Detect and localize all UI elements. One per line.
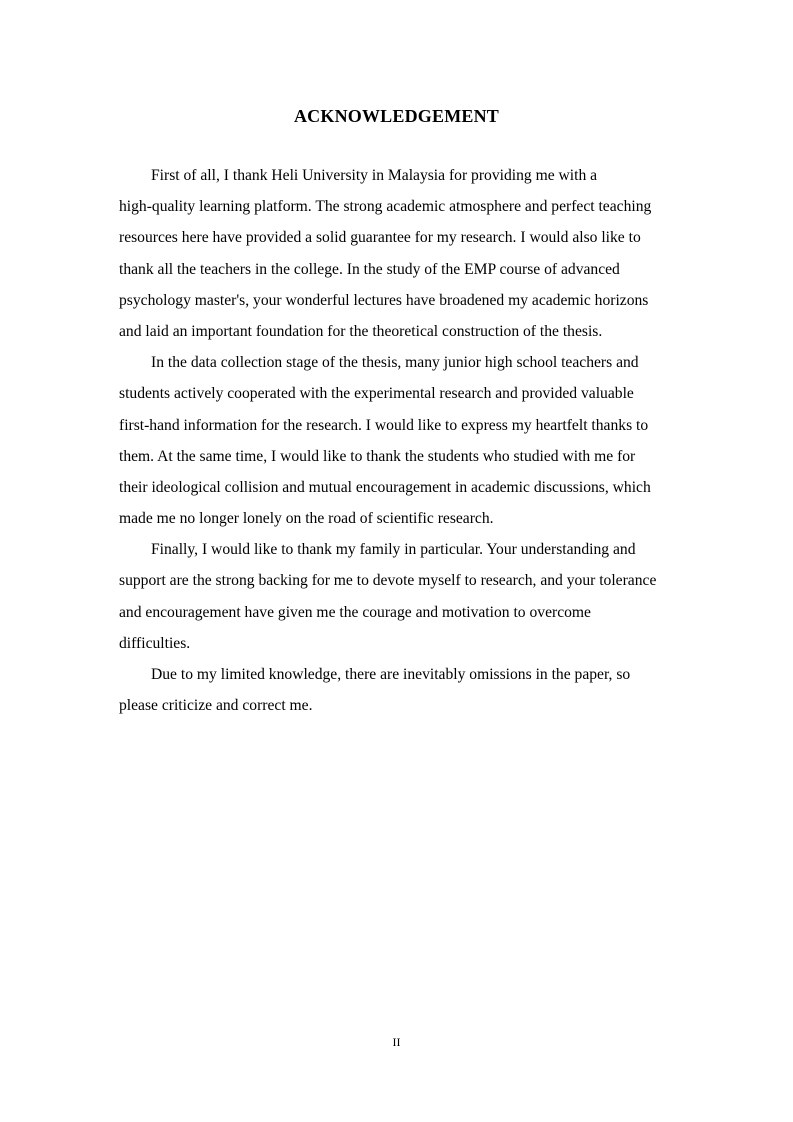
paragraph-line: In the data collection stage of the thesis, many junior high school teachers and: [151, 354, 639, 372]
paragraph-line: students actively cooperated with the experimental research and provided valuable: [119, 385, 634, 403]
acknowledgement-body: [119, 160, 679, 721]
paragraph-line: resources here have provided a solid guarantee for my research. I would also like to: [119, 229, 641, 247]
paragraph-line: first-hand information for the research. I would like to express my heartfelt thanks to: [119, 416, 649, 434]
paragraph-2: [119, 347, 679, 534]
paragraph-1: [119, 160, 679, 347]
paragraph-line: their ideological collision and mutual encouragement in academic discussions, which: [119, 478, 651, 496]
paragraph-line: Due to my limited knowledge, there are inevitably omissions in the paper, so: [151, 666, 631, 683]
paragraph-3: [119, 534, 679, 659]
paragraph-line: support are the strong backing for me to devote myself to research, and your tolerance: [119, 572, 657, 590]
paragraph-line: and laid an important foundation for the theoretical construction of the thesis.: [119, 322, 603, 340]
paragraph-line: and encouragement have given me the courage and motivation to overcome: [119, 603, 591, 621]
page-number: II: [392, 1035, 401, 1049]
paragraph-line: made me no longer lonely on the road of scientific research.: [119, 510, 494, 528]
paragraph-line: thank all the teachers in the college. In the study of the EMP course of advanced: [119, 260, 620, 278]
paragraph-line: please criticize and correct me.: [119, 697, 313, 715]
paragraph-line: psychology master's, your wonderful lectures have broadened my academic horizons: [119, 291, 649, 309]
paragraph-line: difficulties.: [119, 634, 191, 652]
page-title: ACKNOWLEDGEMENT: [293, 106, 500, 126]
paragraph-line: them. At the same time, I would like to thank the students who studied with me for: [119, 447, 636, 465]
paragraph-4: [119, 659, 679, 721]
paragraph-line: First of all, I thank Heli University in Malaysia for providing me with a: [151, 167, 598, 184]
paragraph-line: Finally, I would like to thank my family in particular. Your understanding and: [151, 541, 636, 559]
paragraph-line: high-quality learning platform. The strong academic atmosphere and perfect teaching: [119, 198, 652, 216]
